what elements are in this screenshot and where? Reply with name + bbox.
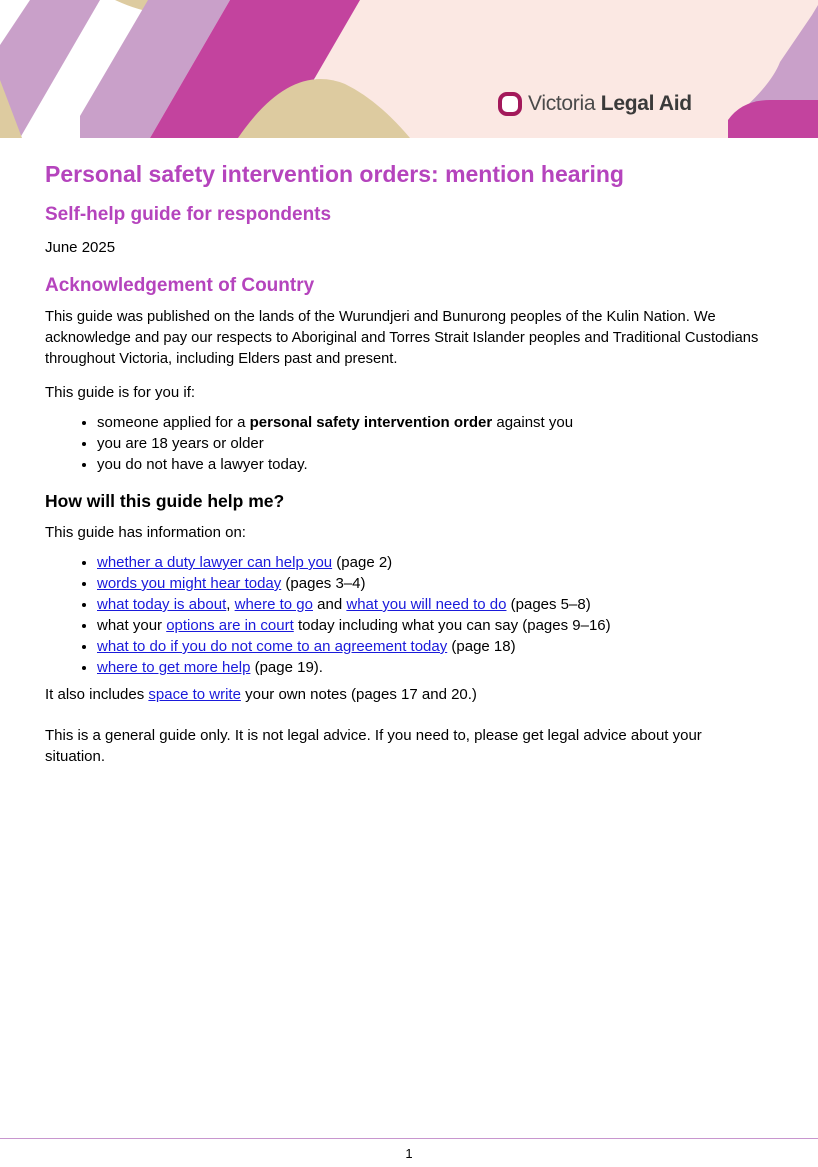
for-you-intro: This guide is for you if: [45, 384, 196, 401]
help-list [45, 552, 780, 678]
link-no-agreement[interactable]: what to do if you do not come to an agreement today [97, 638, 448, 655]
acknowledgement-heading: Acknowledgement of Country [45, 275, 315, 296]
link-what-today-is-about[interactable]: what today is about [97, 596, 227, 613]
list-item: • you do not have a lawyer today. [97, 454, 780, 475]
list-item: • what to do if you do not come to an agreement today (page 18) [97, 636, 780, 657]
link-where-to-go[interactable]: where to go [234, 596, 313, 613]
link-space-to-write[interactable]: space to write [148, 686, 241, 703]
list-item: • you are 18 years or older [97, 433, 780, 454]
victoria-legal-aid-logo [498, 92, 692, 116]
notes-text: It also includes space to write your own notes (pages 17 and 20.) [45, 686, 477, 703]
acknowledgement-text: This guide was published on the lands of the Wurundjeri and Bunurong peoples of the Kulin Nation. We acknowledge and pay our respects to Aboriginal and Torres Strait Islander peoples and Traditional Custodians throughout Victoria, including Elders past and present. [45, 309, 759, 367]
header-banner [0, 0, 818, 138]
publication-date: June 2025 [45, 239, 116, 256]
page-number: 1 [405, 1146, 413, 1161]
list-item: • what your options are in court today including what you can say (pages 9–16) [97, 615, 780, 636]
link-duty-lawyer[interactable]: whether a duty lawyer can help you [97, 554, 333, 571]
list-item: • what today is about, where to go and what you will need to do (pages 5–8) [97, 594, 780, 615]
help-intro: This guide has information on: [45, 524, 246, 541]
document-title: Personal safety intervention orders: mention hearing [45, 161, 624, 187]
help-heading: How will this guide help me? [45, 491, 285, 511]
logo-icon [498, 92, 522, 116]
footer-divider [0, 1138, 818, 1139]
document-subtitle: Self-help guide for respondents [45, 204, 332, 225]
list-item: • where to get more help (page 19). [97, 657, 780, 678]
link-words-you-might-hear[interactable]: words you might hear today [97, 575, 282, 592]
link-options-in-court[interactable]: options are in court [166, 617, 294, 634]
list-item: • words you might hear today (pages 3–4) [97, 573, 780, 594]
logo-text: Victoria Legal Aid [528, 92, 692, 115]
link-more-help[interactable]: where to get more help [97, 659, 251, 676]
link-what-you-will-need-to-do[interactable]: what you will need to do [346, 596, 507, 613]
for-you-list [45, 412, 780, 475]
disclaimer-text: This is a general guide only. It is not legal advice. If you need to, please get legal advice about your situation. [45, 727, 702, 765]
decorative-banner-graphic [0, 0, 818, 138]
list-item: • someone applied for a personal safety intervention order against you [97, 412, 780, 433]
document-body [45, 158, 780, 767]
list-item: • whether a duty lawyer can help you (page 2) [97, 552, 780, 573]
